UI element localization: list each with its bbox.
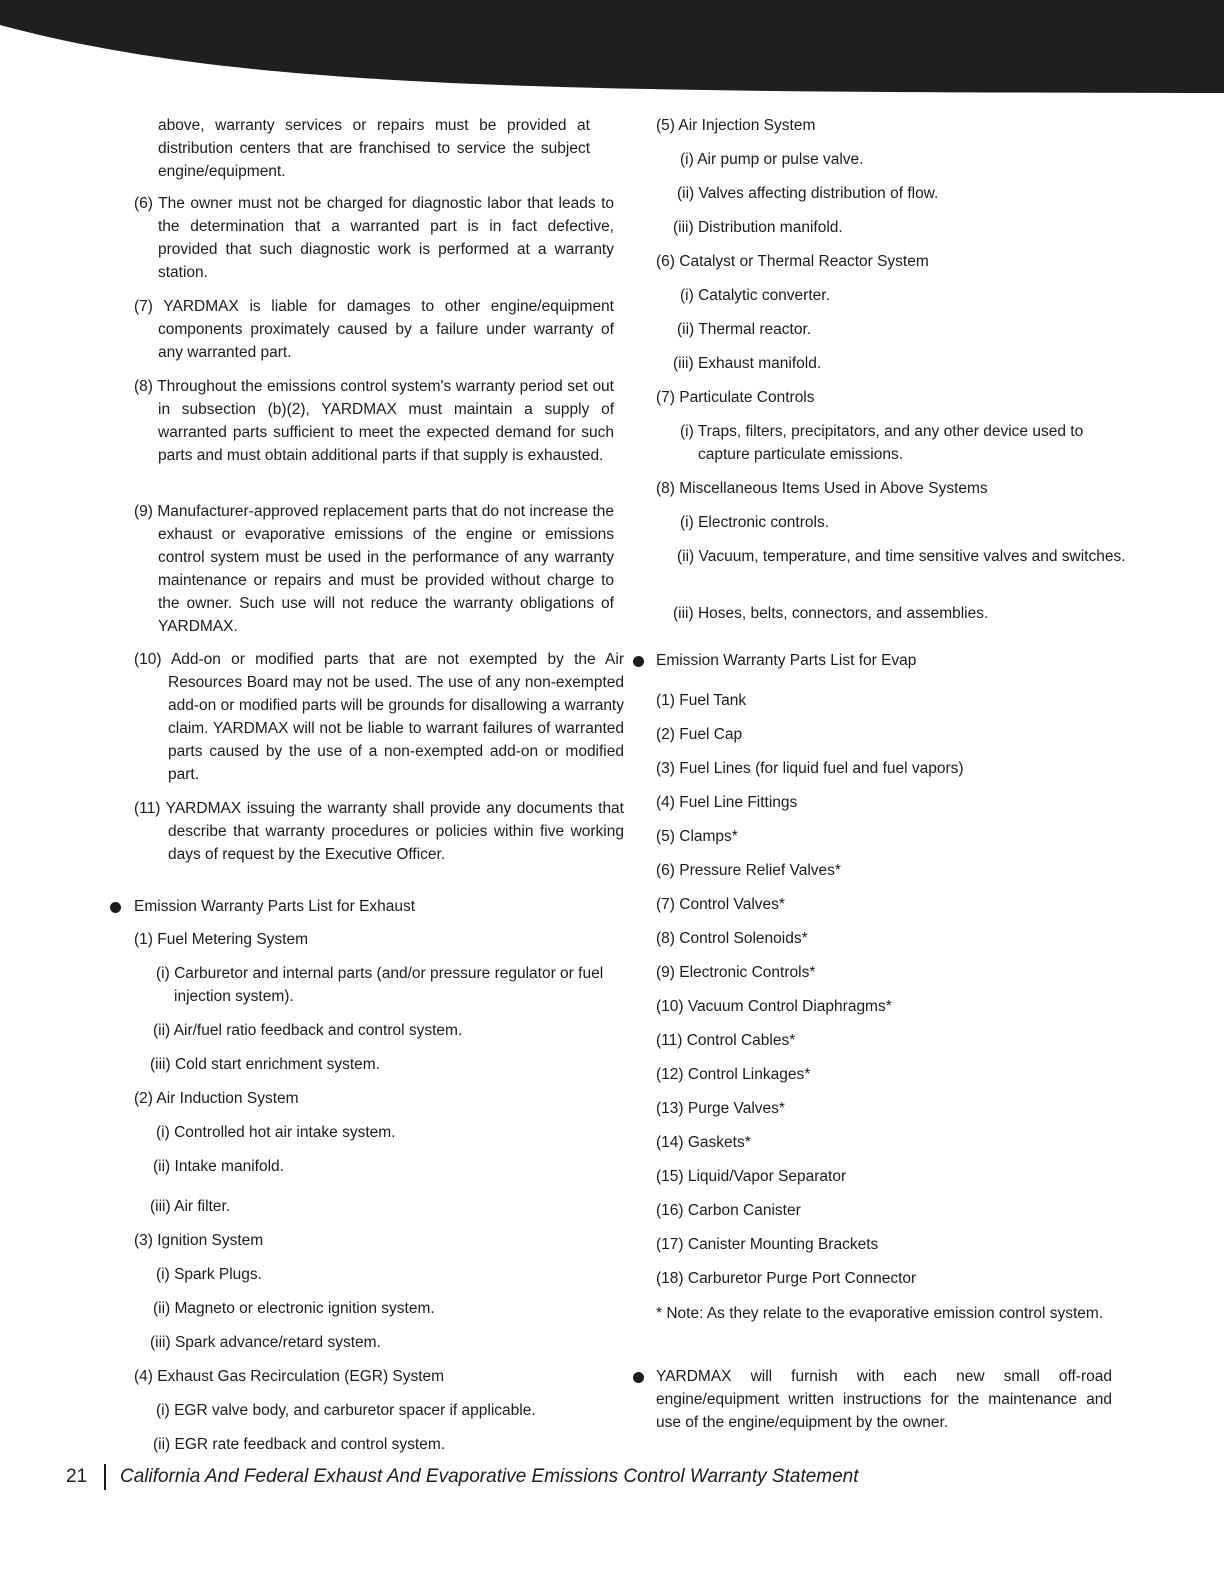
bullet-evap	[633, 656, 644, 667]
air-induction-system: (2) Air Induction System	[134, 1090, 299, 1107]
egr-i: (i) EGR valve body, and carburetor spacer if applicable.	[156, 1402, 536, 1419]
misc-i: (i) Electronic controls.	[680, 514, 830, 531]
header-band	[0, 0, 1224, 100]
catalyst-iii: (iii) Exhaust manifold.	[673, 355, 822, 372]
page-number: 21	[66, 1466, 88, 1487]
air-injection-i: (i) Air pump or pulse valve.	[680, 151, 864, 168]
left-item-10: (10) Add-on or modified parts that are not exempted by the Air Resources Board may not be used. The use of any non-exempted add-on or modified parts will be grounds for disallowing a warranty claim. YARDMAX will not be liable to warrant failures of warranted parts caused by the use of a non-exempted add-on or modified part.	[134, 651, 624, 783]
left-item-7: (7) YARDMAX is liable for damages to other engine/equipment components proximately caused by a failure under warranty of any warranted part.	[134, 298, 614, 361]
evap-list-item: (4) Fuel Line Fittings	[656, 794, 798, 811]
evap-parts-heading: Emission Warranty Parts List for Evap	[656, 652, 917, 669]
egr-ii: (ii) EGR rate feedback and control system.	[153, 1436, 446, 1453]
misc-items: (8) Miscellaneous Items Used in Above Systems	[656, 480, 988, 497]
evap-list-item: (8) Control Solenoids*	[656, 930, 808, 947]
evap-list-item: (17) Canister Mounting Brackets	[656, 1236, 879, 1253]
evap-list-item: (3) Fuel Lines (for liquid fuel and fuel vapors)	[656, 760, 964, 777]
air-induction-i: (i) Controlled hot air intake system.	[156, 1124, 396, 1141]
egr-system: (4) Exhaust Gas Recirculation (EGR) System	[134, 1368, 445, 1385]
ignition-i: (i) Spark Plugs.	[156, 1266, 262, 1283]
air-injection-system: (5) Air Injection System	[656, 117, 816, 134]
evap-list-item: (12) Control Linkages*	[656, 1066, 811, 1083]
particulate-controls: (7) Particulate Controls	[656, 389, 815, 406]
fuel-metering-iii: (iii) Cold start enrichment system.	[150, 1056, 380, 1073]
misc-ii: (ii) Vacuum, temperature, and time sensitive valves and switches.	[677, 548, 1126, 565]
evap-list-item: (16) Carbon Canister	[656, 1202, 801, 1219]
evap-list-item: (2) Fuel Cap	[656, 726, 743, 743]
catalyst-system: (6) Catalyst or Thermal Reactor System	[656, 253, 929, 270]
catalyst-i: (i) Catalytic converter.	[680, 287, 830, 304]
evap-list-item: (11) Control Cables*	[656, 1032, 796, 1049]
air-injection-ii: (ii) Valves affecting distribution of flow.	[677, 185, 939, 202]
evap-list-item: (6) Pressure Relief Valves*	[656, 862, 841, 879]
evap-list-item: (13) Purge Valves*	[656, 1100, 785, 1117]
air-injection-iii: (iii) Distribution manifold.	[673, 219, 843, 236]
evap-list-item: (15) Liquid/Vapor Separator	[656, 1168, 847, 1185]
warranty-continuation: above, warranty services or repairs must be provided at distribution centers that are franchised to service the subject engine/equipment.	[158, 117, 590, 180]
exhaust-parts-heading: Emission Warranty Parts List for Exhaust	[134, 898, 416, 915]
evap-list-item: (7) Control Valves*	[656, 896, 785, 913]
footer-title: California And Federal Exhaust And Evaporative Emissions Control Warranty Statement	[120, 1466, 859, 1487]
left-item-8: (8) Throughout the emissions control system's warranty period set out in subsection (b)(2), YARDMAX must maintain a supply of warranted parts sufficient to meet the expected demand for such parts and must obtain additional parts if that supply is exhausted.	[134, 378, 614, 464]
fuel-metering-system: (1) Fuel Metering System	[134, 931, 308, 948]
evap-list-item: (9) Electronic Controls*	[656, 964, 816, 981]
evap-list-item: (1) Fuel Tank	[656, 692, 747, 709]
fuel-metering-i: (i) Carburetor and internal parts (and/or pressure regulator or fuel injection system).	[156, 965, 604, 1005]
evap-list-item: (14) Gaskets*	[656, 1134, 751, 1151]
left-item-9: (9) Manufacturer-approved replacement parts that do not increase the exhaust or evaporative emissions of the engine or emissions control system must be used in the performance of any warranty maintenance or repairs and must be provided without charge to the owner. Such use will not reduce the warranty obligations of YARDMAX.	[134, 503, 614, 635]
bullet-exhaust	[110, 902, 121, 913]
air-induction-ii: (ii) Intake manifold.	[153, 1158, 284, 1175]
left-item-11: (11) YARDMAX issuing the warranty shall provide any documents that describe that warranty procedures or policies within five working days of request by the Executive Officer.	[134, 800, 624, 863]
evap-list-item: (10) Vacuum Control Diaphragms*	[656, 998, 892, 1015]
fuel-metering-ii: (ii) Air/fuel ratio feedback and control system.	[153, 1022, 463, 1039]
evap-list-item: (5) Clamps*	[656, 828, 738, 845]
left-item-6: (6) The owner must not be charged for diagnostic labor that leads to the determination that a warranted part is in fact defective, provided that such diagnostic work is performed at a warranty station.	[134, 195, 614, 281]
ignition-ii: (ii) Magneto or electronic ignition system.	[153, 1300, 435, 1317]
air-induction-iii: (iii) Air filter.	[150, 1198, 231, 1215]
evap-note: * Note: As they relate to the evaporative emission control system.	[656, 1305, 1104, 1322]
evap-list-item: (18) Carburetor Purge Port Connector	[656, 1270, 917, 1287]
particulate-i: (i) Traps, filters, precipitators, and any other device used to capture particulate emissions.	[680, 423, 1084, 463]
catalyst-ii: (ii) Thermal reactor.	[677, 321, 812, 338]
misc-iii: (iii) Hoses, belts, connectors, and assemblies.	[673, 605, 989, 622]
ignition-system: (3) Ignition System	[134, 1232, 264, 1249]
bullet-instructions	[633, 1372, 644, 1383]
maintenance-instructions: YARDMAX will furnish with each new small off-road engine/equipment written instructions for the maintenance and use of the engine/equipment by the owner.	[656, 1368, 1112, 1431]
ignition-iii: (iii) Spark advance/retard system.	[150, 1334, 381, 1351]
footer-divider	[104, 1464, 106, 1490]
